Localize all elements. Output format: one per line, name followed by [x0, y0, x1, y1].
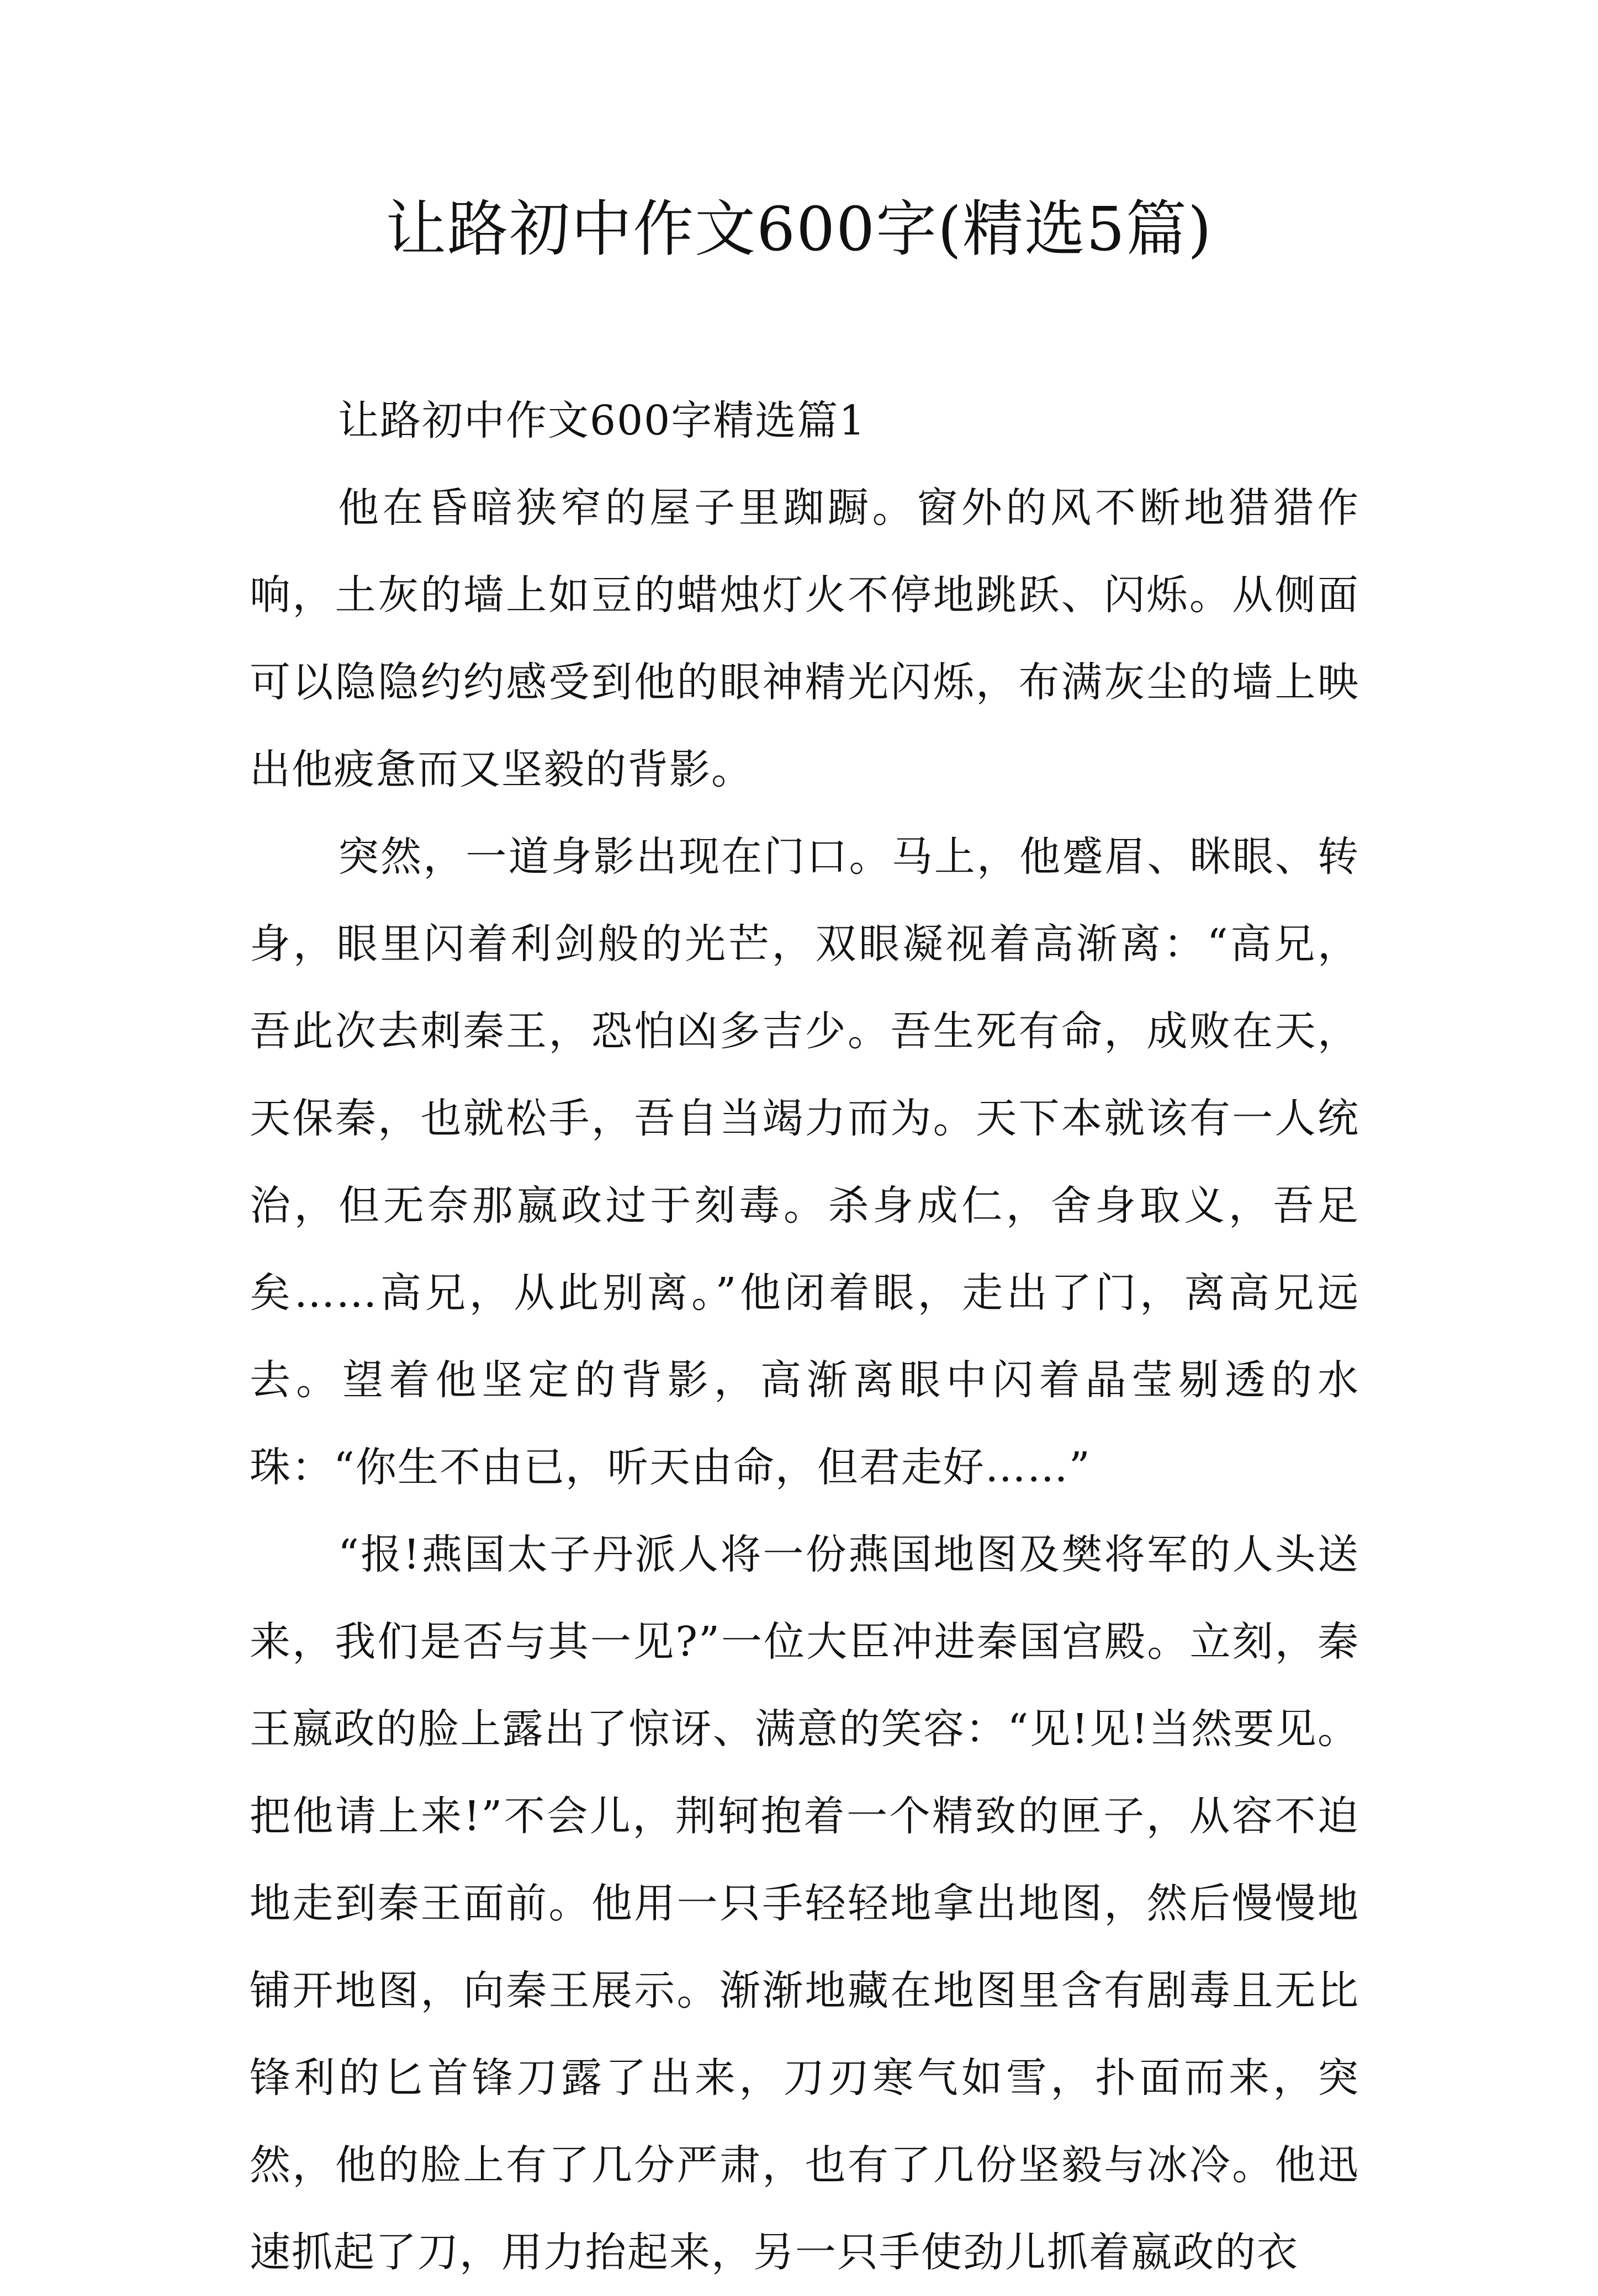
- body-paragraph: 他在昏暗狭窄的屋子里踟蹰。窗外的风不断地猎猎作响，土灰的墙上如豆的蜡烛灯火不停地跳跃、闪烁。从侧面可以隐隐约约感受到他的眼神精光闪烁，布满灰尘的墙上映出他疲惫而又坚毅的背影。: [250, 484, 1359, 793]
- document-title: 让路初中作文600字(精选5篇): [385, 194, 1213, 264]
- section-heading: 让路初中作文600字精选篇1: [338, 397, 866, 444]
- document-body: [250, 377, 1359, 2296]
- body-paragraph: 突然，一道身影出现在门口。马上，他蹙眉、眯眼、转身，眼里闪着利剑般的光芒，双眼凝视着高渐离：“高兄，吾此次去刺秦王，恐怕凶多吉少。吾生死有命，成败在天，天保秦，也就松手，吾自当竭力而为。天下本就该有一人统治，但无奈那嬴政过于刻毒。杀身成仁，舍身取义，吾足矣……高兄，从此别离。”他闭着眼，走出了门，离高兄远去。望着他坚定的背影，高渐离眼中闪着晶莹剔透的水珠：“你生不由已，听天由命，但君走好……”: [250, 833, 1359, 1491]
- body-paragraph: “报!燕国太子丹派人将一份燕国地图及樊将军的人头送来，我们是否与其一见?”一位大臣冲进秦国宫殿。立刻，秦王嬴政的脸上露出了惊讶、满意的笑容：“见!见!当然要见。把他请上来!”不会儿，荆轲抱着一个精致的匣子，从容不迫地走到秦王面前。他用一只手轻轻地拿出地图，然后慢慢地铺开地图，向秦王展示。渐渐地藏在地图里含有剧毒且无比锋利的匕首锋刀露了出来，刀刃寒气如雪，扑面而来，突然，他的脸上有了几分严肃，也有了几份坚毅与冰冷。他迅速抓起了刀，用力抬起来，另一只手使劲儿抓着嬴政的衣: [250, 1531, 1359, 2276]
